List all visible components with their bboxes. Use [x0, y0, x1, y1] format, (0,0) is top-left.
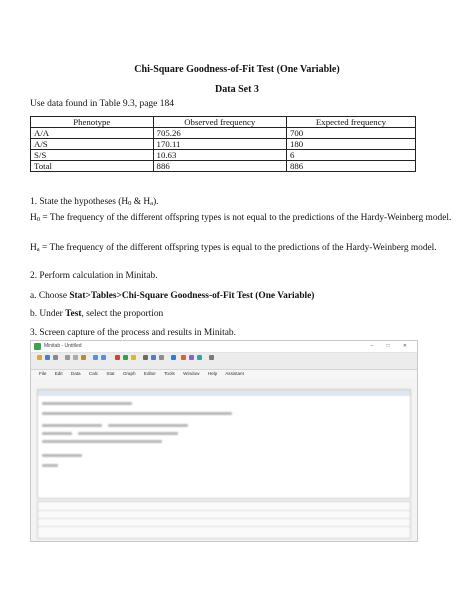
menu-item[interactable]: Assistant	[225, 371, 244, 376]
worksheet-row	[38, 510, 410, 511]
save-icon	[45, 355, 50, 360]
step-text: ).	[153, 197, 159, 207]
grid-icon	[143, 355, 148, 360]
page-title: Chi-Square Goodness-of-Fit Test (One Variable)	[134, 64, 340, 75]
tool-icon	[189, 355, 194, 360]
subscript: 0	[128, 200, 132, 207]
table-cell: 705.26	[153, 128, 286, 139]
tool-icon	[181, 355, 186, 360]
table-cell: Total	[31, 161, 154, 172]
step-1-hypotheses	[30, 196, 446, 211]
menu-item[interactable]: Calc	[88, 371, 99, 376]
column-header: Observed frequency	[153, 117, 286, 128]
table-cell: 170.11	[153, 139, 286, 150]
table-cell: 886	[286, 161, 415, 172]
window-controls: – □ ✕	[370, 343, 413, 349]
redo-icon	[101, 355, 106, 360]
window-icon	[151, 355, 156, 360]
step-2: 2. Perform calculation in Minitab.	[30, 271, 158, 281]
hypothesis-text: = The frequency of the different offspring types is not equal to the predictions of the Hardy-Weinberg model.	[40, 213, 452, 223]
table-row	[31, 128, 416, 139]
table-cell: 886	[153, 161, 286, 172]
menu-item[interactable]: Graph	[122, 371, 136, 376]
table-row	[31, 139, 416, 150]
toolbar	[31, 353, 417, 362]
menu-item[interactable]: Editor	[143, 371, 156, 376]
menu-item[interactable]: File	[39, 371, 47, 376]
page-subtitle: Data Set 3	[215, 84, 259, 95]
help-icon	[171, 355, 176, 360]
session-text-line	[42, 432, 72, 435]
frequency-table	[30, 116, 416, 172]
cut-icon	[65, 355, 70, 360]
open-icon	[37, 355, 42, 360]
hypothesis-symbol: H	[30, 213, 37, 223]
table-row	[31, 161, 416, 172]
table-header-row	[31, 117, 416, 128]
table-cell: S/S	[31, 150, 154, 161]
chart-icon	[115, 355, 120, 360]
worksheet-grid	[37, 501, 411, 539]
copy-icon	[73, 355, 78, 360]
step-2b	[30, 308, 446, 321]
table-cell: A/A	[31, 128, 154, 139]
settings-icon	[159, 355, 164, 360]
step-text: & H	[131, 197, 151, 207]
step-text: 1. State the hypotheses (H	[30, 197, 129, 207]
step-2a	[30, 290, 446, 303]
session-header	[38, 390, 410, 396]
table-cell: 10.63	[153, 150, 286, 161]
step-text: a. Choose	[30, 291, 70, 301]
subscript: a	[36, 246, 40, 253]
session-text-line	[42, 440, 162, 443]
subscript: a	[150, 200, 154, 207]
minitab-app-icon	[34, 343, 41, 350]
session-text-line	[42, 454, 82, 457]
menu-item[interactable]: Window	[183, 371, 200, 376]
option-name: Test	[65, 309, 82, 319]
paste-icon	[81, 355, 86, 360]
window-title: Minitab - Untitled	[44, 343, 82, 349]
tool-icon	[209, 355, 214, 360]
alternative-hypothesis	[30, 242, 466, 257]
session-text-line	[42, 424, 102, 427]
menu-path: Stat>Tables>Chi-Square Goodness-of-Fit Test (One Variable)	[69, 291, 315, 301]
session-text-line	[42, 464, 58, 467]
session-text-line	[42, 402, 132, 405]
worksheet-row	[38, 526, 410, 527]
tool-icon	[197, 355, 202, 360]
column-header: Phenotype	[31, 117, 154, 128]
table-cell: 6	[286, 150, 415, 161]
table-cell: 180	[286, 139, 415, 150]
menu-item[interactable]: Data	[70, 371, 81, 376]
step-text: b. Under	[30, 309, 66, 319]
secondary-toolbar	[31, 362, 417, 370]
menu-item[interactable]: Stat	[106, 371, 115, 376]
session-text-line	[78, 432, 178, 435]
menu-item[interactable]: Tools	[164, 371, 175, 376]
undo-icon	[93, 355, 98, 360]
menu-item[interactable]: Edit	[54, 371, 63, 376]
intro-text: Use data found in Table 9.3, page 184	[30, 99, 174, 109]
session-text-line	[42, 412, 232, 415]
menu-bar	[31, 370, 417, 378]
session-window	[37, 389, 411, 499]
minitab-screenshot	[30, 340, 418, 542]
window-titlebar	[31, 341, 417, 353]
table-cell: A/S	[31, 139, 154, 150]
menu-item[interactable]: Help	[207, 371, 218, 376]
session-text-line	[148, 424, 188, 427]
worksheet-row	[38, 518, 410, 519]
step-text: , select the proportion	[81, 309, 164, 319]
info-icon	[131, 355, 136, 360]
table-row	[31, 150, 416, 161]
graph-icon	[123, 355, 128, 360]
hypothesis-symbol: H	[30, 243, 37, 253]
table-cell: 700	[286, 128, 415, 139]
hypothesis-text: = The frequency of the different offspring types is equal to the predictions of the Hardy-Weinberg model.	[39, 243, 437, 253]
print-icon	[53, 355, 58, 360]
null-hypothesis	[30, 212, 466, 227]
step-3: 3. Screen capture of the process and results in Minitab.	[30, 328, 236, 338]
column-header: Expected frequency	[286, 117, 415, 128]
subscript: 0	[36, 216, 41, 223]
